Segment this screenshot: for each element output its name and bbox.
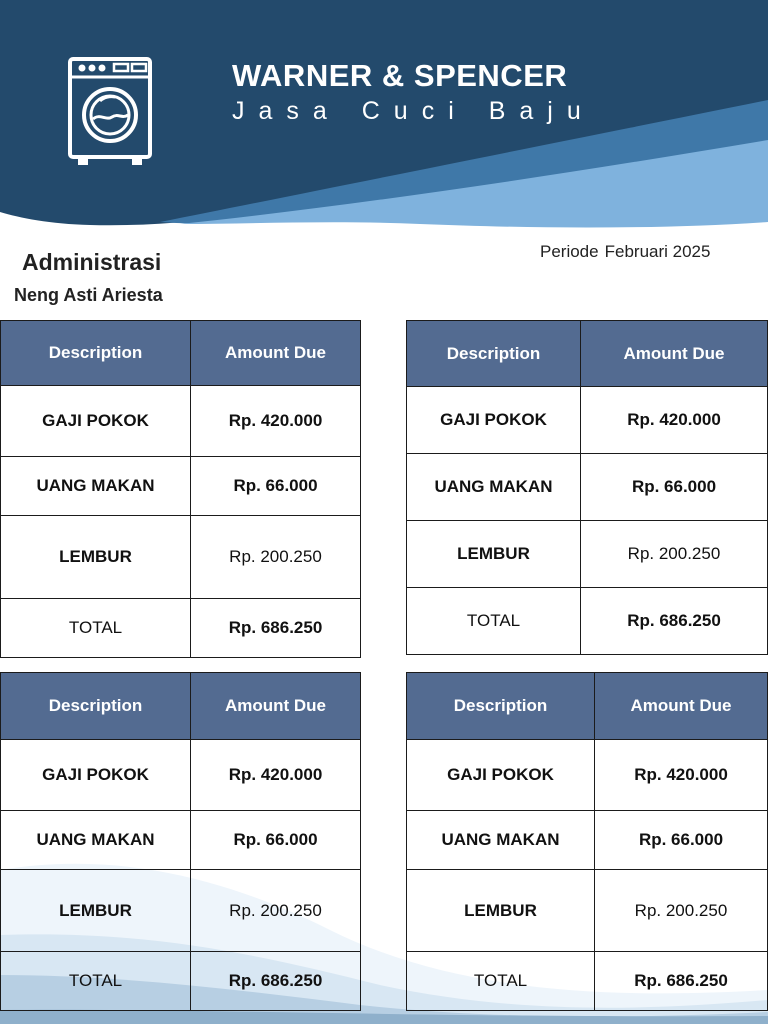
row-amount: Rp. 420.000 xyxy=(191,386,361,457)
washing-machine-icon xyxy=(62,55,158,169)
employee-name: Neng Asti Ariesta xyxy=(14,285,163,305)
period-label: Periode xyxy=(540,242,599,261)
row-label: LEMBUR xyxy=(407,870,595,952)
period xyxy=(540,242,716,262)
row-label: UANG MAKAN xyxy=(1,457,191,516)
table-row xyxy=(1,386,361,457)
row-amount: Rp. 686.250 xyxy=(595,952,768,1011)
row-label: TOTAL xyxy=(407,952,595,1011)
row-amount: Rp. 200.250 xyxy=(191,870,361,952)
row-label: TOTAL xyxy=(1,599,191,658)
row-label: UANG MAKAN xyxy=(1,811,191,870)
column-header-amount: Amount Due xyxy=(191,673,361,740)
column-header-description: Description xyxy=(1,673,191,740)
column-header-amount: Amount Due xyxy=(581,321,768,387)
table-row xyxy=(407,588,768,655)
table-row xyxy=(407,740,768,811)
table-row xyxy=(1,516,361,599)
table-row xyxy=(407,811,768,870)
table-row xyxy=(407,521,768,588)
row-label: LEMBUR xyxy=(407,521,581,588)
employee-role: Administrasi xyxy=(22,249,162,275)
column-header-amount: Amount Due xyxy=(191,321,361,386)
table-row xyxy=(1,599,361,658)
salary-table-4 xyxy=(406,672,768,1011)
table-row xyxy=(407,870,768,952)
table-row xyxy=(1,952,361,1011)
column-header-amount: Amount Due xyxy=(595,673,768,740)
row-amount: Rp. 420.000 xyxy=(581,387,768,454)
salary-table-2 xyxy=(406,320,768,655)
column-header-description: Description xyxy=(407,321,581,387)
table-row xyxy=(407,454,768,521)
row-label: TOTAL xyxy=(1,952,191,1011)
salary-table-3 xyxy=(0,672,361,1011)
row-label: GAJI POKOK xyxy=(1,386,191,457)
table-row xyxy=(1,870,361,952)
row-amount: Rp. 420.000 xyxy=(191,740,361,811)
row-label: UANG MAKAN xyxy=(407,811,595,870)
table-row xyxy=(1,457,361,516)
row-label: LEMBUR xyxy=(1,870,191,952)
row-amount: Rp. 200.250 xyxy=(581,521,768,588)
row-amount: Rp. 66.000 xyxy=(595,811,768,870)
row-amount: Rp. 686.250 xyxy=(191,952,361,1011)
row-amount: Rp. 686.250 xyxy=(191,599,361,658)
row-label: UANG MAKAN xyxy=(407,454,581,521)
company-name: WARNER & SPENCER xyxy=(232,58,568,93)
column-header-description: Description xyxy=(1,321,191,386)
table-row xyxy=(1,811,361,870)
row-label: TOTAL xyxy=(407,588,581,655)
table-row xyxy=(407,952,768,1011)
row-amount: Rp. 420.000 xyxy=(595,740,768,811)
row-label: GAJI POKOK xyxy=(407,387,581,454)
company-tagline: Jasa Cuci Baju xyxy=(232,97,595,125)
row-label: GAJI POKOK xyxy=(1,740,191,811)
row-amount: Rp. 200.250 xyxy=(191,516,361,599)
column-header-description: Description xyxy=(407,673,595,740)
period-value: Februari 2025 xyxy=(604,242,711,261)
row-label: GAJI POKOK xyxy=(407,740,595,811)
row-amount: Rp. 686.250 xyxy=(581,588,768,655)
row-label: LEMBUR xyxy=(1,516,191,599)
table-row xyxy=(1,740,361,811)
row-amount: Rp. 66.000 xyxy=(581,454,768,521)
row-amount: Rp. 66.000 xyxy=(191,811,361,870)
row-amount: Rp. 200.250 xyxy=(595,870,768,952)
salary-table-1 xyxy=(0,320,361,658)
row-amount: Rp. 66.000 xyxy=(191,457,361,516)
table-row xyxy=(407,387,768,454)
